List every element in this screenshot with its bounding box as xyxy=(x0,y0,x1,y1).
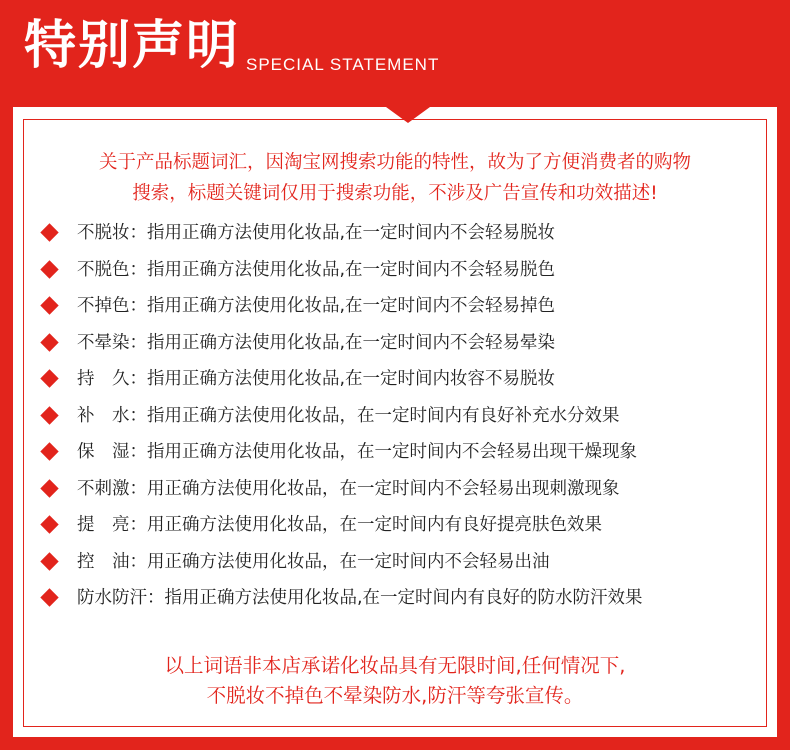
list-item xyxy=(35,330,765,367)
list-item xyxy=(35,220,765,257)
term-list xyxy=(35,220,765,622)
diamond-icon xyxy=(40,333,58,351)
list-item-text: 不刺激：用正确方法使用化妆品，在一定时间内不会轻易出现刺激现象 xyxy=(77,478,620,499)
list-item-text: 补 水：指用正确方法使用化妆品，在一定时间内有良好补充水分效果 xyxy=(77,405,620,426)
header xyxy=(0,0,790,90)
diamond-icon xyxy=(40,552,58,570)
list-item xyxy=(35,512,765,549)
list-item xyxy=(35,549,765,586)
footer-disclaimer xyxy=(33,651,757,711)
list-item-text: 持 久：指用正确方法使用化妆品,在一定时间内妆容不易脱妆 xyxy=(77,369,556,389)
diamond-icon xyxy=(40,260,58,278)
notch-pointer-icon xyxy=(386,107,430,123)
diamond-icon xyxy=(40,369,58,387)
statement-card xyxy=(13,107,777,737)
list-item-text: 提 亮：用正确方法使用化妆品，在一定时间内有良好提亮肤色效果 xyxy=(77,515,602,535)
list-item xyxy=(35,403,765,440)
intro-text xyxy=(33,147,757,209)
list-item xyxy=(35,585,765,622)
diamond-icon xyxy=(40,588,58,606)
list-item xyxy=(35,293,765,330)
footer-line-2: 不脱妆不掉色不晕染防水,防汗等夸张宣传。 xyxy=(206,684,584,707)
diamond-icon xyxy=(40,406,58,424)
list-item-text: 不脱色：指用正确方法使用化妆品,在一定时间内不会轻易脱色 xyxy=(77,259,556,280)
diamond-icon xyxy=(40,223,58,241)
list-item-text: 不晕染：指用正确方法使用化妆品,在一定时间内不会轻易晕染 xyxy=(77,332,556,353)
diamond-icon xyxy=(40,296,58,314)
diamond-icon xyxy=(40,442,58,460)
list-item xyxy=(35,476,765,513)
list-item-text: 保 湿：指用正确方法使用化妆品，在一定时间内不会轻易出现干燥现象 xyxy=(77,442,637,462)
diamond-icon xyxy=(40,479,58,497)
footer-line-1: 以上词语非本店承诺化妆品具有无限时间,任何情况下, xyxy=(164,654,626,677)
intro-line-1: 关于产品标题词汇，因淘宝网搜索功能的特性，故为了方便消费者的购物 xyxy=(98,152,691,173)
page-subtitle: SPECIAL STATEMENT xyxy=(246,55,440,74)
intro-line-2: 搜索，标题关键词仅用于搜索功能，不涉及广告宣传和功效描述! xyxy=(132,183,658,204)
list-item xyxy=(35,439,765,476)
list-item-text: 不脱妆：指用正确方法使用化妆品,在一定时间内不会轻易脱妆 xyxy=(77,223,556,243)
list-item-text: 防水防汗：指用正确方法使用化妆品,在一定时间内有良好的防水防汗效果 xyxy=(77,588,643,608)
list-item-text: 控 油：用正确方法使用化妆品，在一定时间内不会轻易出油 xyxy=(77,551,550,572)
list-item xyxy=(35,366,765,403)
list-item-text: 不掉色：指用正确方法使用化妆品,在一定时间内不会轻易掉色 xyxy=(77,296,556,316)
list-item xyxy=(35,257,765,294)
diamond-icon xyxy=(40,515,58,533)
page-title: 特别声明 xyxy=(24,16,241,76)
